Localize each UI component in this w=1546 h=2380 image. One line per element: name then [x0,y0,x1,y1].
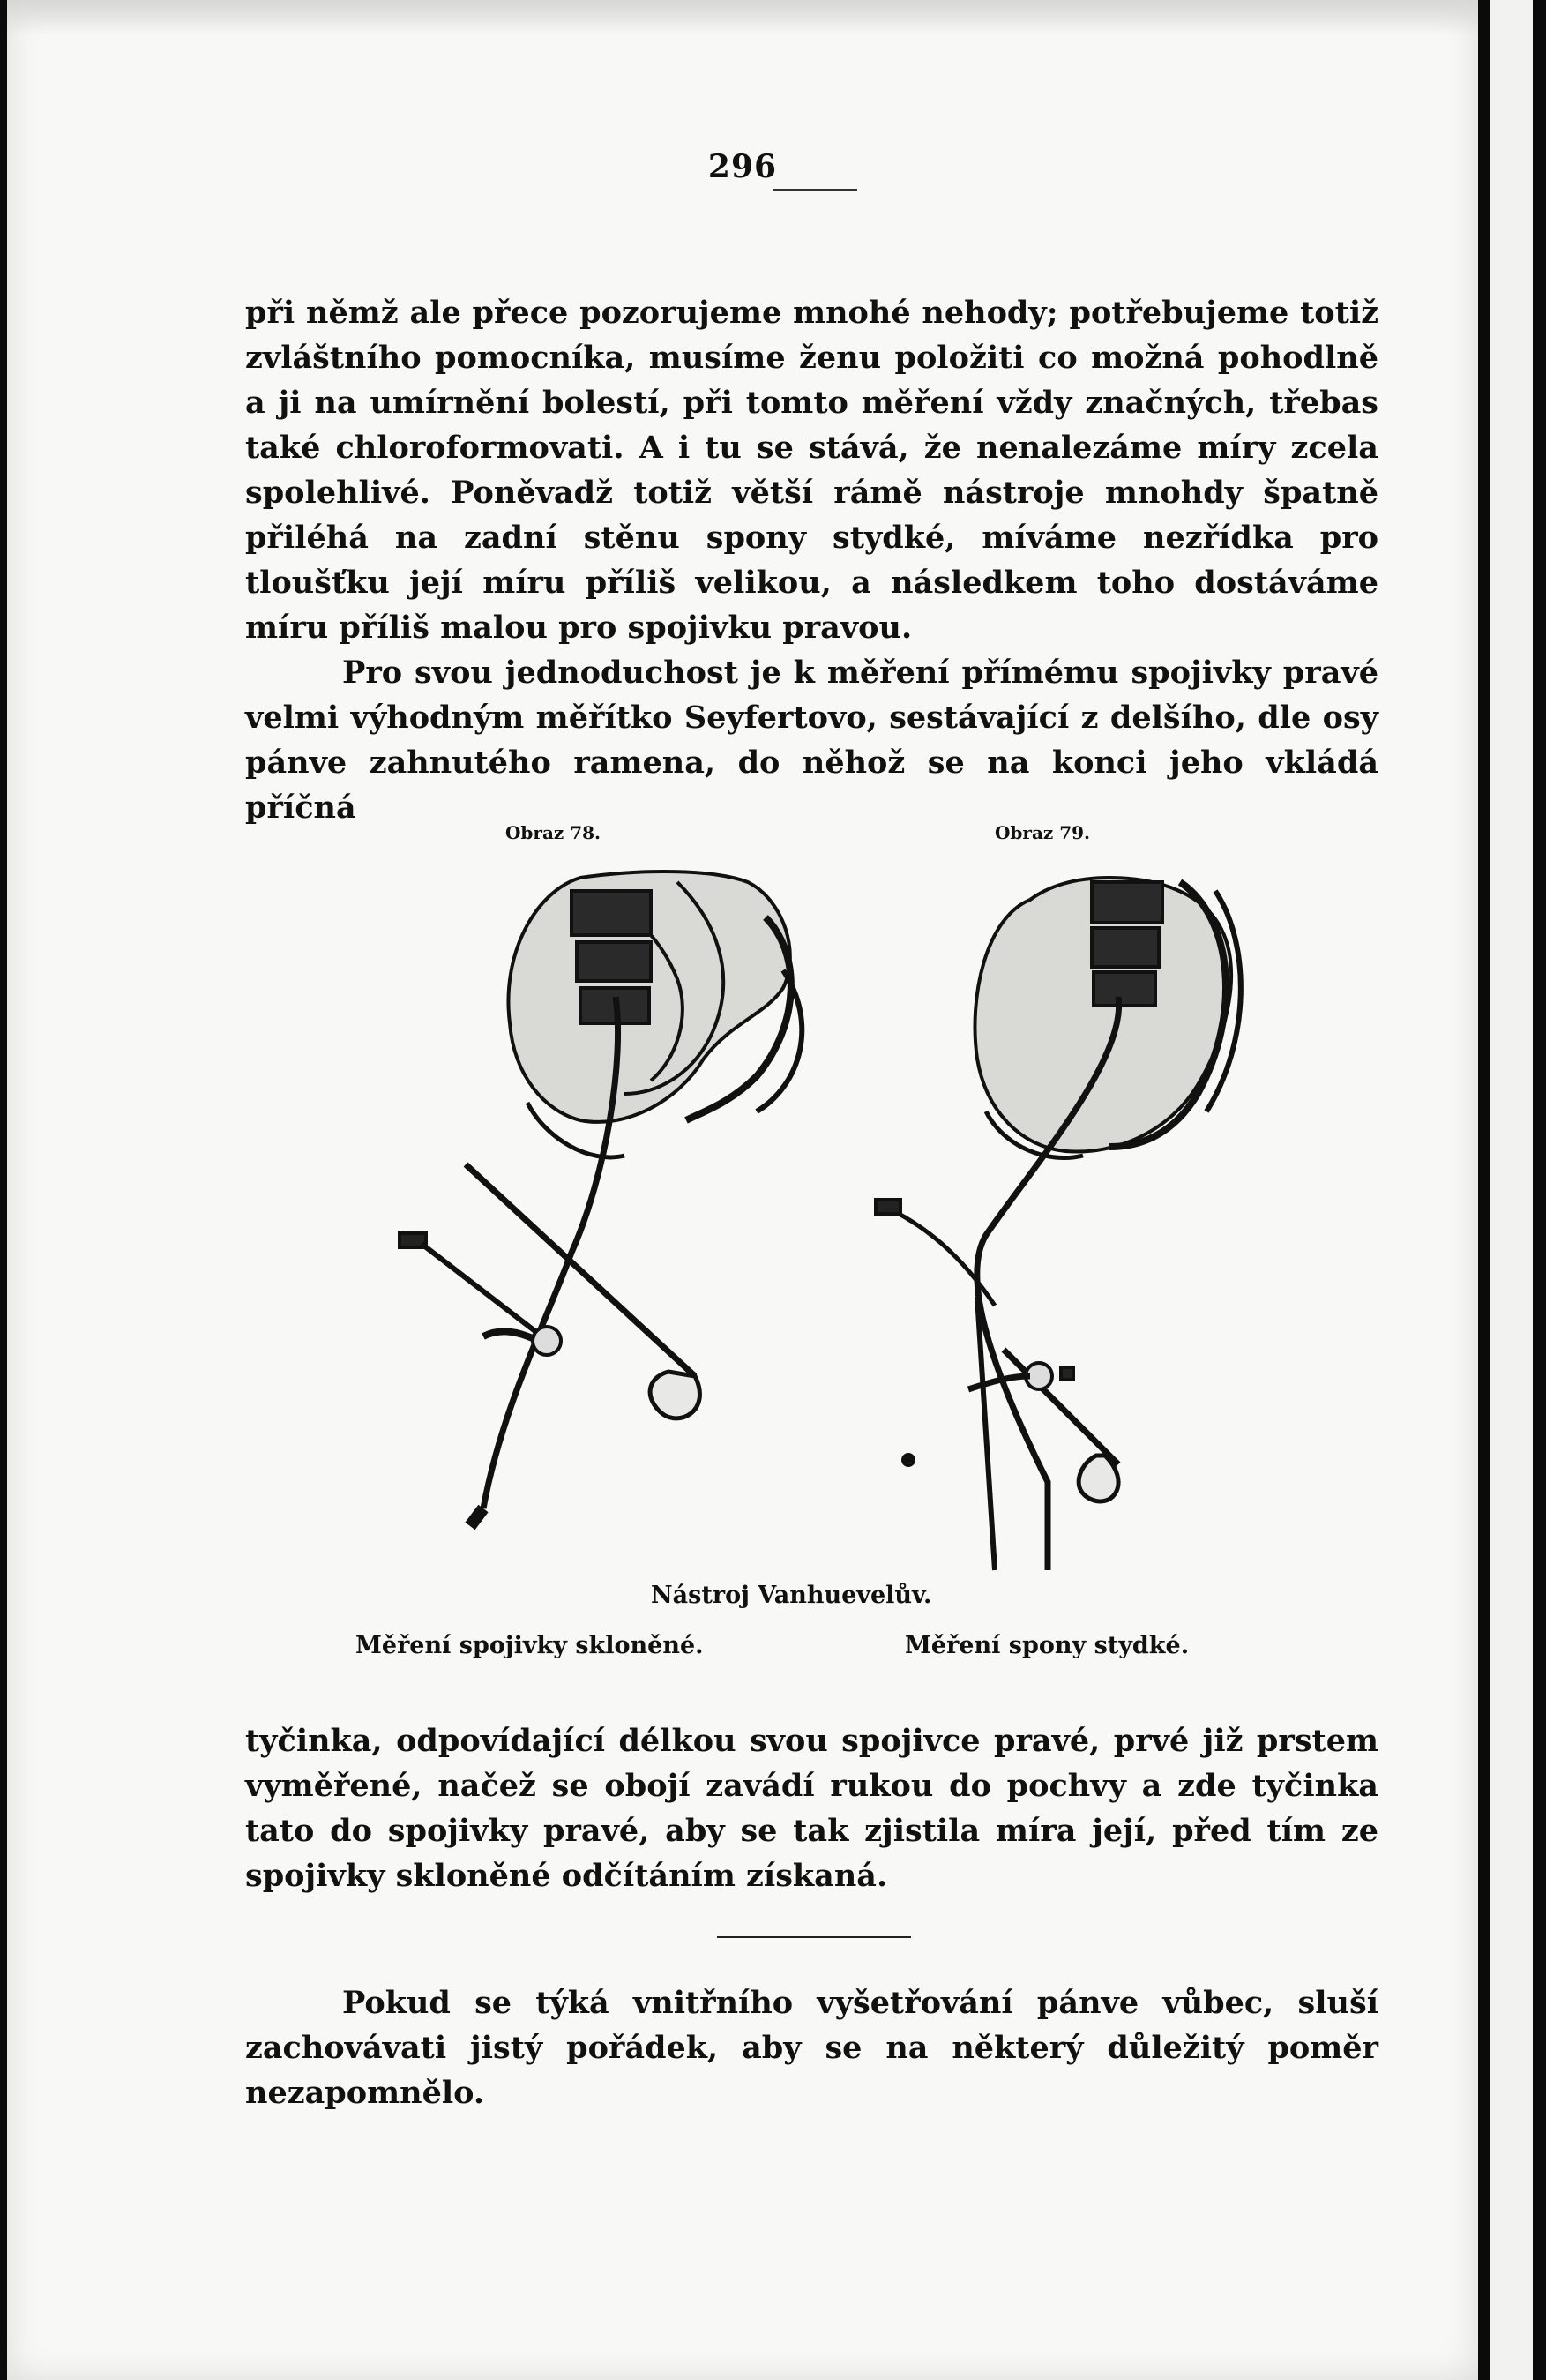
figure-79-label: Obraz 79. [995,822,1091,843]
pelvimeter-figures [7,0,1478,1676]
figure-79-caption: Měření spony stydké. [905,1632,1190,1659]
paragraph-internal-examination: Pokud se týká vnitřního vyšetřování pánve vůbec, sluší zachovávati jistý pořádek, aby se na některý důležitý poměr nezapomnělo. [245,1985,1378,2111]
section-divider [717,1936,911,1938]
figure-78-illustration [400,872,802,1526]
adjacent-page-edge [1490,0,1533,2380]
shared-figure-caption: Nástroj Vanhuevelův. [651,1582,932,1609]
book-page [7,0,1478,2380]
figure-78-caption: Měření spojivky skloněné. [355,1632,704,1659]
page-number: 296 [707,148,778,185]
figure-79-illustration [876,878,1241,1570]
paragraph-seyfert: Pro svou jednoduchost je k měření přímému spojivky pravé velmi výhodným měřítko Seyfertovo, sestávající z delšího, dle osy pánve zahnutého ramena, do něhož se na konci jeho vkládá příčná [245,655,1378,826]
figure-78-label: Obraz 78. [505,822,601,843]
text-block-bottom: tyčinka, odpovídající délkou svou spojivce pravé, prvé již prstem vyměřené, načež se obojí zavádí rukou do pochvy a zde tyčinka tato do spojivky pravé, aby se tak zjistila míra její, před tím ze spojivky skloněné odčítáním získaná. [245,1723,1378,1894]
paragraph-continued: při němž ale přece pozorujeme mnohé nehody; potřebujeme totiž zvláštního pomocníka, musíme ženu položiti co možná pohodlně a ji na umírnění bolestí, při tomto měření vždy značných, třebas také chloroformovati. A i tu se stává, že nenalezáme míry zcela spolehlivé. Poněvadž totiž větší rámě nástroje mnohdy špatně přiléhá na zadní stěnu spony stydké, míváme nezřídka pro tloušťku její míru příliš velikou, a následkem toho dostáváme míru příliš malou pro spojivku pravou. [245,295,1378,646]
